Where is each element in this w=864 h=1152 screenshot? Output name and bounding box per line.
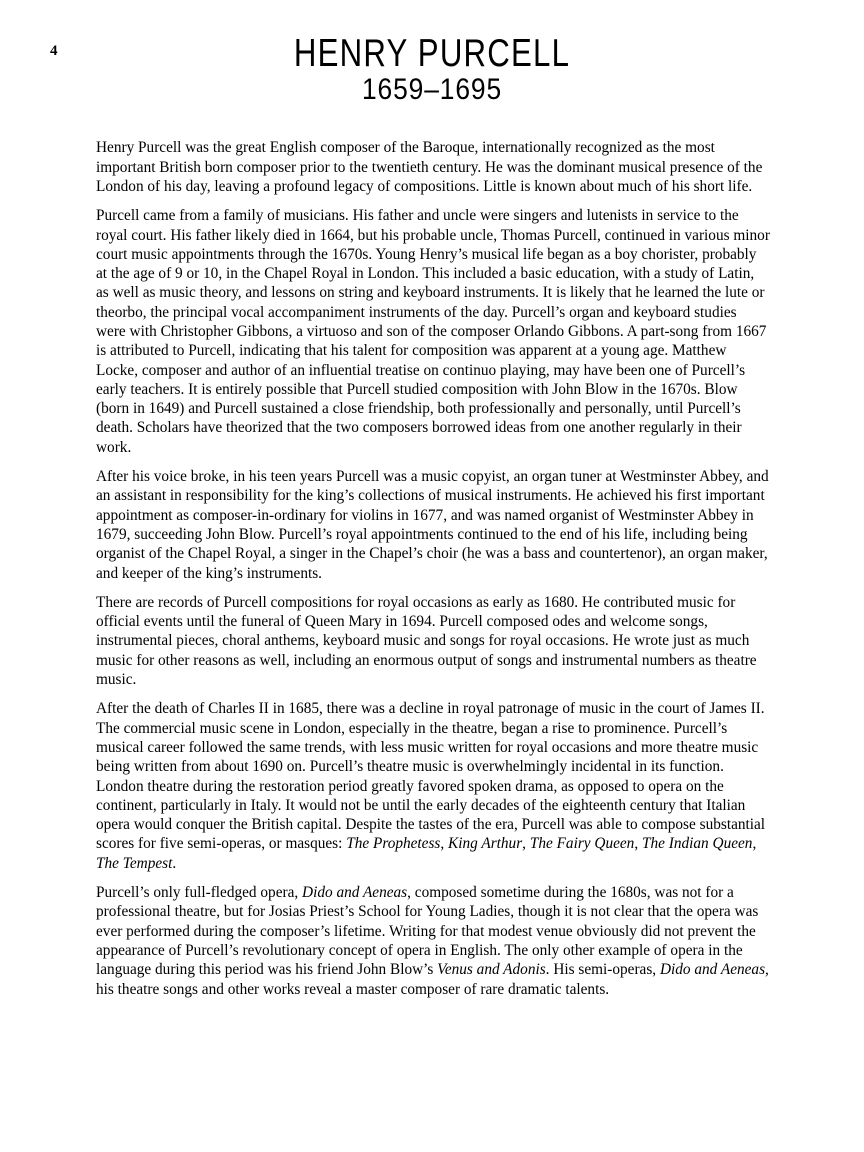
chapter-header [0, 0, 864, 105]
composer-dates: 1659–1695 [361, 73, 503, 107]
work-title-italic: The Indian Queen [641, 835, 753, 853]
composer-name-title: HENRY PURCELL [293, 32, 571, 75]
paragraph: Purcell’s only full-fledged opera, Dido and Aeneas, composed sometime during the 1680s, was not for a professional theatre, but for Josias Priest’s School for Young Ladies, though it is not clear that the opera was ever performed during the composer’s lifetime. Writing for that modest venue obviously did not prevent the appearance of Purcell’s revolutionary concept of opera in English. The only other example of opera in the language during this period was his friend John Blow’s Venus and Adonis. His semi-operas, Dido and Aeneas, his theatre songs and other works reveal a master composer of rare dramatic talents. [96, 884, 769, 998]
work-title-italic: Dido and Aeneas [659, 961, 766, 979]
work-title-italic: King Arthur [448, 835, 523, 853]
work-title-italic: The Prophetess [346, 835, 441, 853]
paragraph: There are records of Purcell compositions for royal occasions as early as 1680. He contributed music for official events until the funeral of Queen Mary in 1694. Purcell composed odes and welcome songs, instrumental pieces, choral anthems, keyboard music and songs for royal occasions. He wrote just as much music for other reasons as well, including an enormous output of songs and instrumental numbers as theatre music. [96, 593, 757, 689]
paragraph: Purcell came from a family of musicians. His father and uncle were singers and lutenists in service to the royal court. His father likely died in 1664, but his probable uncle, Thomas Purcell, continued in various minor court music appointments through the 1670s. Young Henry’s musical life began as a boy chorister, probably at the age of 9 or 10, in the Chapel Royal in London. This included a basic education, with a study of Latin, as well as music theory, and lessons on string and keyboard instruments. It is likely that he learned the lute or theorbo, the principal vocal accompaniment instruments of the day. Purcell’s organ and keyboard studies were with Christopher Gibbons, a virtuoso and son of the composer Orlando Gibbons. A part-song from 1667 is attributed to Purcell, indicating that his talent for composition was apparent at a young age. Matthew Locke, composer and author of an influential treatise on continuo playing, may have been one of Purcell’s early teachers. It is entirely possible that Purcell studied composition with John Blow in the 1670s. Blow (born in 1649) and Purcell sustained a close friendship, both professionally and personally, until Purcell’s death. Scholars have theorized that the two composers borrowed ideas from one another regularly in their work. [96, 207, 770, 456]
biography-text [96, 138, 770, 998]
work-title-italic: The Tempest [96, 854, 173, 872]
paragraph: After his voice broke, in his teen years Purcell was a music copyist, an organ tuner at Westminster Abbey, and an assistant in responsibility for the king’s collections of musical instruments. He achieved his first important appointment as composer-in-ordinary for violins in 1677, and was named organist of Westminster Abbey in 1679, succeeding John Blow. Purcell’s royal appointments continued to the end of his life, including being organist of the Chapel Royal, a singer in the Chapel’s choir (he was a bass and countertenor), an organ maker, and keeper of the king’s instruments. [96, 468, 769, 582]
work-title-italic: The Fairy Queen [529, 835, 635, 853]
paragraph: After the death of Charles II in 1685, there was a decline in royal patronage of music in the court of James II. The commercial music scene in London, especially in the theatre, began a rise to prominence. Purcell’s musical career followed the same trends, with less music written for royal occasions and more theatre music being written from about 1690 on. Purcell’s theatre music is overwhelmingly incidental in its function. London theatre during the restoration period greatly favored spoken drama, as opposed to opera on the continent, particularly in Italy. It would not be until the early decades of the eighteenth century that Italian opera would conquer the British capital. Despite the tastes of the era, Purcell was able to compose substantial scores for five semi-operas, or masques: The Prophetess, King Arthur, The Fairy Queen, The Indian Queen, The Tempest. [96, 700, 766, 872]
work-title-italic: Dido and Aeneas [302, 884, 408, 902]
work-title-italic: Venus and Adonis [437, 961, 546, 979]
page-number: 4 [50, 43, 58, 59]
paragraph: Henry Purcell was the great English composer of the Baroque, internationally recognized as the most important British born composer prior to the twentieth century. He was the dominant musical presence of the London of his day, leaving a profound legacy of compositions. Little is known about much of his short life. [96, 139, 763, 195]
